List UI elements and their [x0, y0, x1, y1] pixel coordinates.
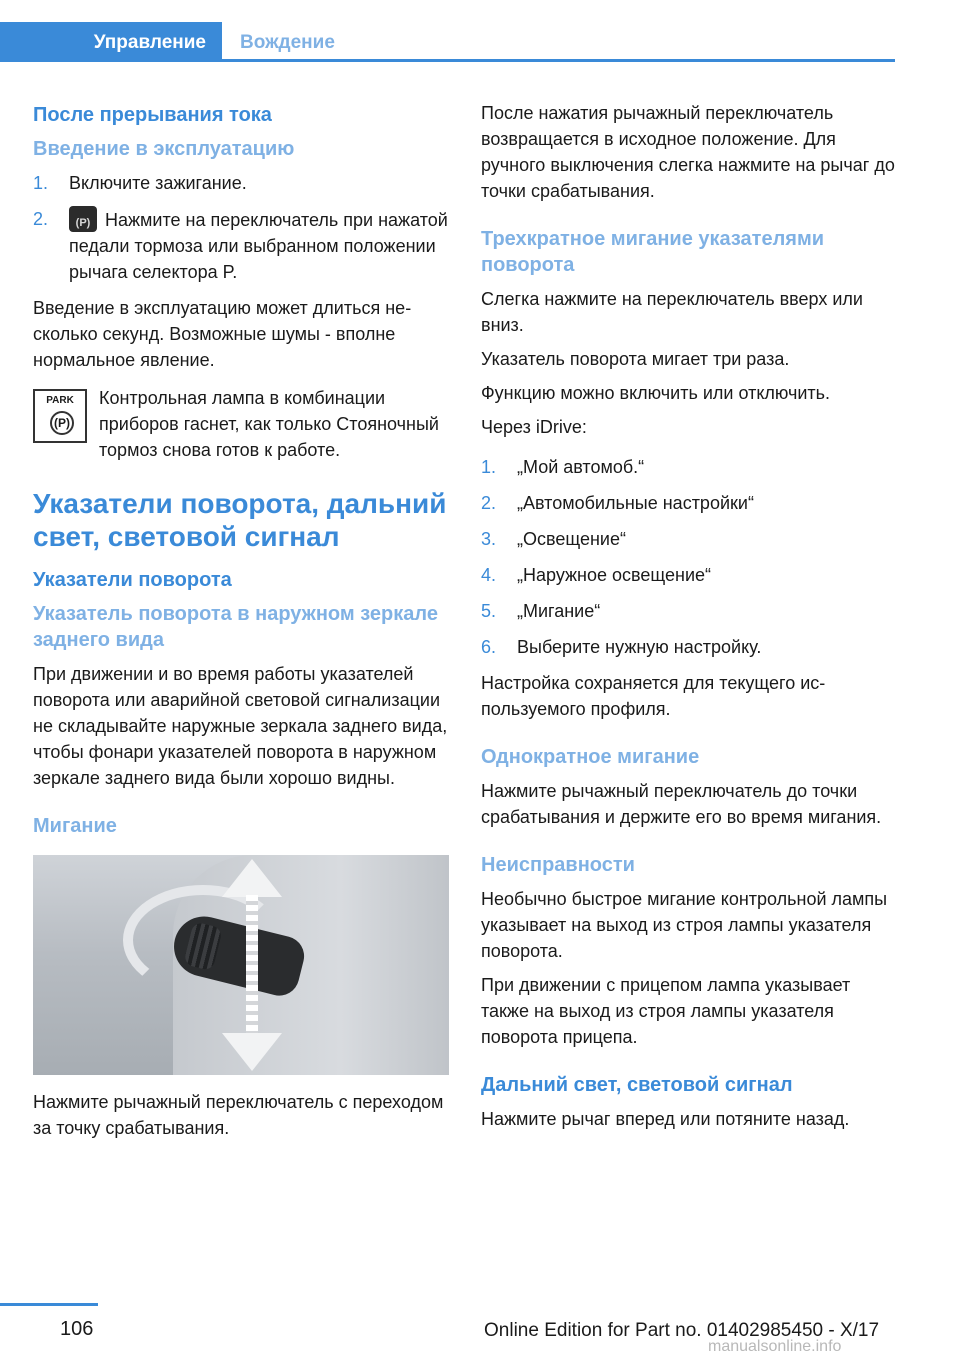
heading-triple-blink: Трехкратное мигание указателями поворота	[481, 228, 825, 276]
park-warning-icon	[33, 389, 87, 443]
paragraph-faults-2: При движении с прицепом лампа указывает также на выход из строя лампы указателя поворота прицепа.	[481, 975, 851, 1047]
paragraph-single: Нажмите рычажный переключатель до точки срабатывания и держите его во время мигания.	[481, 781, 882, 827]
arrow-down-icon	[222, 1033, 282, 1071]
step-text: Выберите нужную настройку.	[517, 637, 762, 657]
heading-blinking: Мигание	[33, 815, 117, 837]
park-icon-label: PARK	[46, 395, 74, 406]
step-number: 3.	[481, 529, 497, 549]
turn-signal-lever-photo	[33, 855, 449, 1075]
park-icon-symbol: (P)	[50, 411, 74, 435]
list-item	[33, 206, 449, 285]
heading-mirror-indicator: Указатель поворота в наружном зеркале заднего вида	[33, 603, 438, 651]
heading-single-blink: Однократное мигание	[481, 746, 700, 768]
idrive-steps	[481, 454, 901, 660]
list-item	[481, 634, 901, 660]
paragraph-triple-3: Функцию можно включить или отключить.	[481, 383, 831, 403]
list-item	[33, 170, 449, 196]
left-column	[33, 96, 449, 1149]
watermark: manualsonline.info	[708, 1338, 842, 1355]
heading-faults: Неисправности	[481, 854, 635, 876]
step-text: Нажмите на переключатель при нажатой педали тормоза или выбранном положении рычага селектора P.	[69, 210, 448, 282]
paragraph-saved: Настройка сохраняется для текущего используемого профиля.	[481, 673, 826, 719]
paragraph-idrive: Через iDrive:	[481, 417, 587, 437]
heading-high-beam: Дальний свет, световой сигнал	[481, 1074, 793, 1096]
paragraph-faults-1: Необычно быстрое мигание контрольной лампы указывает на выход из строя лампы указателя поворота.	[481, 889, 888, 961]
step-text: „Наружное освещение“	[517, 565, 712, 585]
paragraph-high-beam: Нажмите рычаг вперед или потяните назад.	[481, 1109, 850, 1129]
step-number: 6.	[481, 637, 497, 657]
list-item	[481, 454, 901, 480]
paragraph-commissioning: Введение в эксплуатацию может длиться несколько секунд. Возможные шумы - вполне нормальное явление.	[33, 298, 412, 370]
step-number: 1.	[33, 173, 49, 193]
arrow-shaft	[246, 895, 258, 1035]
header-rule	[0, 59, 895, 62]
tab-upravlenie[interactable]: Управление	[0, 22, 222, 62]
tab-vozhdenie[interactable]: Вождение	[240, 32, 335, 53]
step-text: Включите зажигание.	[69, 173, 247, 193]
step-number: 1.	[481, 457, 497, 477]
right-column	[481, 100, 901, 1140]
step-text: „Освещение“	[517, 529, 626, 549]
step-number: 2.	[33, 209, 49, 229]
step-number: 4.	[481, 565, 497, 585]
paragraph-return: После нажатия рычажный переключатель возвращается в исходное положение. Для ручного выключения слегка нажмите на рычаг до точки срабатывания.	[481, 103, 895, 201]
heading-turn-signals: Указатели поворота	[33, 569, 232, 591]
page-number: 106	[60, 1318, 94, 1340]
arrow-up-icon	[222, 859, 282, 897]
list-item	[481, 490, 901, 516]
footer-rule	[0, 1303, 98, 1306]
paragraph-mirror: При движении и во время работы указателей поворота или аварийной световой сигнализации не складывайте наружные зеркала заднего вида, чтобы фонари указателей поворота в наружном зеркале заднего вида были хорошо видны.	[33, 664, 448, 788]
note-text: Контрольная лампа в комбинации приборов гаснет, как только Стояночный тормоз снова готов к работе.	[99, 388, 439, 460]
heading-after-power: После прерывания тока	[33, 104, 272, 126]
list-item	[481, 598, 901, 624]
paragraph-blink: Нажмите рычажный переключатель с переходом за точку срабатывания.	[33, 1092, 444, 1138]
commissioning-steps	[33, 170, 449, 285]
step-number: 2.	[481, 493, 497, 513]
section-title: Указатели поворота, дальний свет, световой сигнал	[33, 488, 447, 552]
header-tabbar	[0, 22, 895, 62]
parking-brake-button-icon	[69, 206, 97, 232]
paragraph-triple-1: Слегка нажмите на переключатель вверх или вниз.	[481, 289, 863, 335]
edition-note: Online Edition for Part no. 01402985450 - X/17	[484, 1320, 880, 1341]
park-note	[33, 385, 449, 465]
list-item	[481, 526, 901, 552]
heading-commissioning: Введение в эксплуатацию	[33, 138, 295, 160]
list-item	[481, 562, 901, 588]
step-text: „Мой автомоб.“	[517, 457, 645, 477]
step-text: „Автомобильные настройки“	[517, 493, 754, 513]
step-number: 5.	[481, 601, 497, 621]
paragraph-triple-2: Указатель поворота мигает три раза.	[481, 349, 790, 369]
step-text: „Мигание“	[517, 601, 601, 621]
